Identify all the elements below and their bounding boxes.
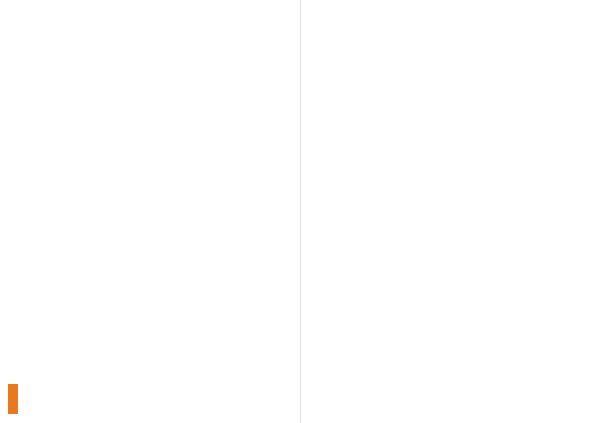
right-page — [300, 0, 600, 423]
page-number-tab-left — [8, 384, 18, 414]
